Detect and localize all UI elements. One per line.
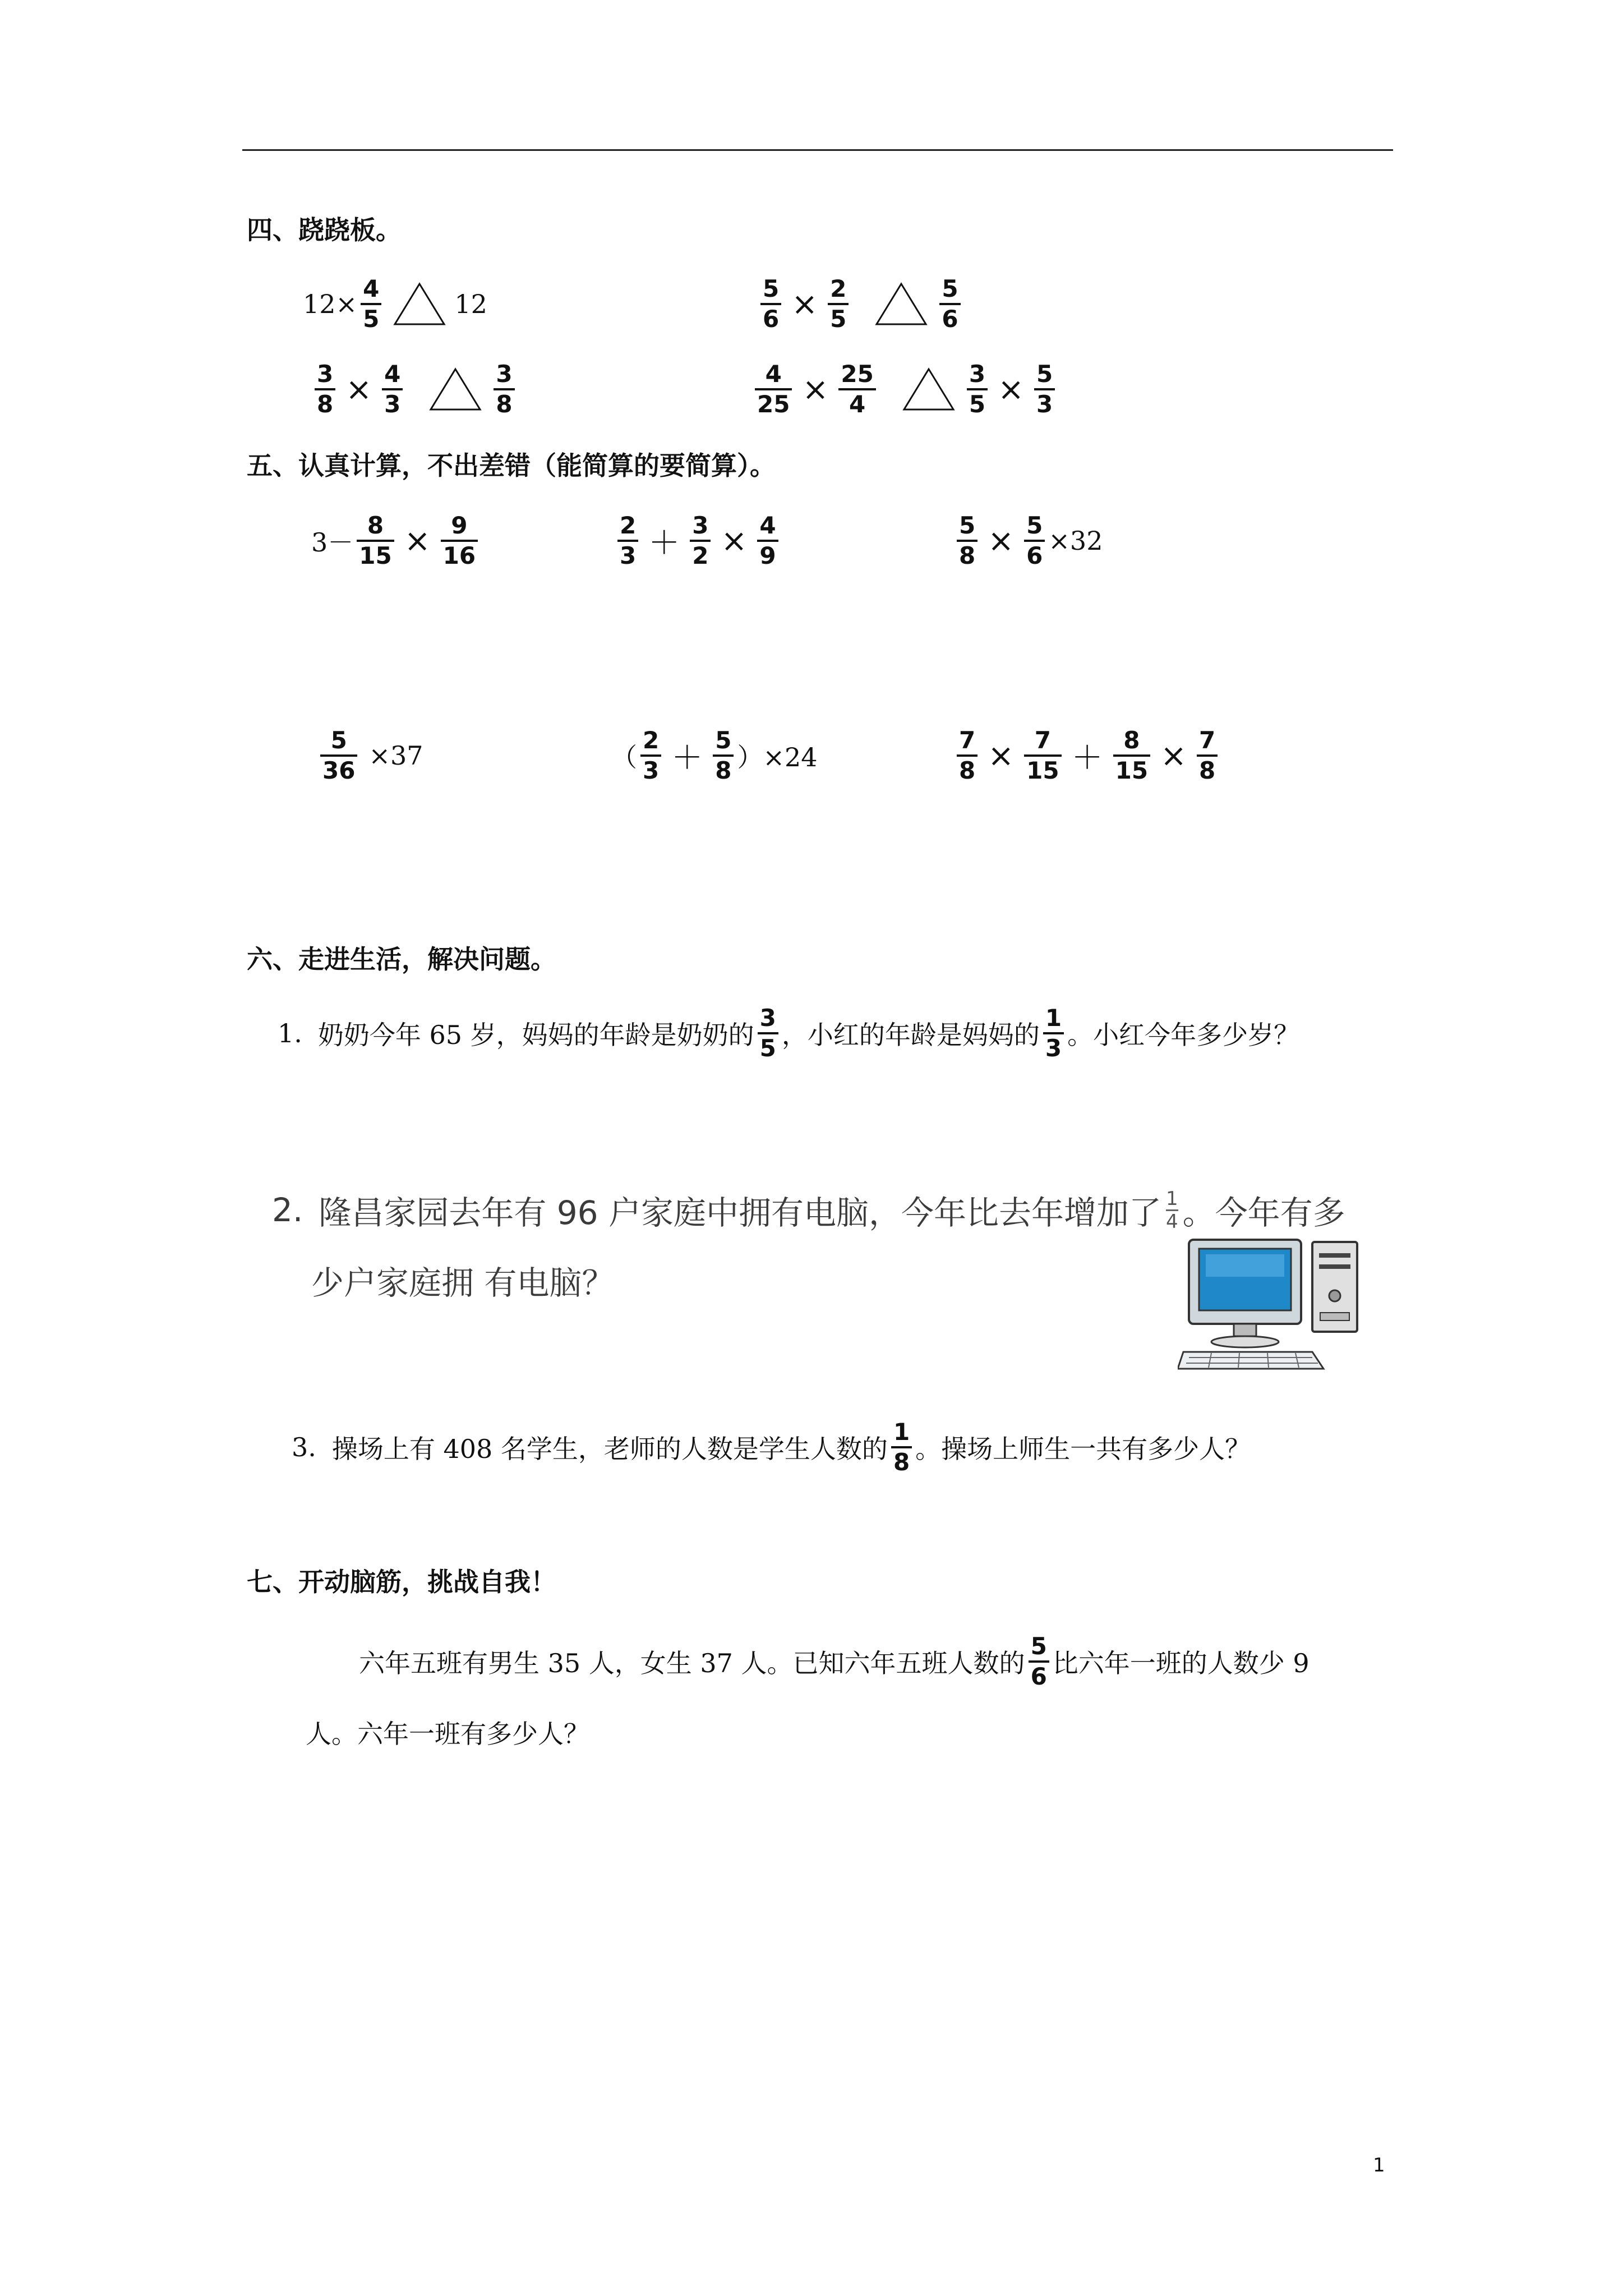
problem-1-number: 1. <box>278 1018 302 1048</box>
seesaw-2a <box>311 360 518 418</box>
fraction: $\frac{2}{3}$ <box>617 512 638 570</box>
seesaw-1a-tail: 12 <box>454 289 487 319</box>
problem-1-text-b: ，小红的年龄是妈妈的 <box>781 1020 1040 1050</box>
calc-3 <box>953 512 1103 570</box>
seesaw-2b <box>751 360 1058 418</box>
calc-5 <box>611 726 818 785</box>
fraction: $\frac{2}{3}$ <box>640 726 661 785</box>
operator: × <box>998 371 1024 408</box>
operator: × <box>1160 737 1187 774</box>
calc-1 <box>311 512 481 570</box>
fraction: $\frac{3}{5}$ <box>967 360 988 418</box>
fraction: $\frac{7}{8}$ <box>957 726 978 785</box>
problem-4-text-a: 六年五班有男生 35 人，女生 37 人。已知六年五班人数的 <box>359 1648 1025 1678</box>
header-rule <box>242 149 1393 151</box>
operator: × <box>345 371 372 408</box>
fraction: $\frac{5}{36}$ <box>320 726 357 785</box>
fraction: $\frac{5}{6}$ <box>760 275 781 333</box>
calc-4 <box>317 726 423 785</box>
problem-2-line-1 <box>272 1186 1345 1234</box>
fraction: $\frac{7}{8}$ <box>1197 726 1218 785</box>
triangle-blank[interactable] <box>393 282 446 326</box>
page-number: 1 <box>1373 2154 1385 2177</box>
fraction: $\frac{25}{4}$ <box>838 360 875 418</box>
problem-2-text-b: 。今年有多 <box>1182 1194 1345 1232</box>
fraction: $\frac{4}{9}$ <box>757 512 778 570</box>
problem-2-text-a: 隆昌家园去年有 96 户家庭中拥有电脑，今年比去年增加了 <box>319 1194 1162 1232</box>
fraction: $\frac{2}{5}$ <box>828 275 849 333</box>
problem-2-line-2: 少户家庭拥 有电脑？ <box>311 1264 615 1302</box>
fraction: $\frac{1}{4}$ <box>1166 1187 1178 1233</box>
section-5-title: 五、认真计算，不出差错（能简算的要简算）。 <box>247 450 776 481</box>
section-4-title: 四、跷跷板。 <box>247 215 402 245</box>
section-7-title: 七、开动脑筋，挑战自我！ <box>247 1567 556 1597</box>
seesaw-1a <box>303 275 487 333</box>
fraction: $\frac{9}{16}$ <box>441 512 478 570</box>
triangle-blank[interactable] <box>902 367 956 412</box>
fraction: $\frac{3}{8}$ <box>494 360 514 418</box>
operator: × <box>721 522 748 559</box>
fraction: $\frac{5}{8}$ <box>957 512 978 570</box>
fraction: $\frac{3}{2}$ <box>690 512 711 570</box>
seesaw-1b <box>757 275 964 333</box>
triangle-blank[interactable] <box>874 282 928 326</box>
section-6-title: 六、走进生活，解决问题。 <box>247 944 556 974</box>
fraction: $\frac{3}{8}$ <box>315 360 335 418</box>
problem-4-line-1 <box>359 1632 1310 1691</box>
calc-5-close: ）×24 <box>737 742 818 772</box>
problem-2-number: 2. <box>272 1191 303 1229</box>
fraction: $\frac{3}{5}$ <box>758 1004 778 1062</box>
operator: × <box>791 286 818 323</box>
fraction: $\frac{1}{8}$ <box>891 1418 912 1476</box>
problem-1 <box>278 1004 1299 1062</box>
operator: ＋ <box>671 740 703 776</box>
fraction: $\frac{5}{6}$ <box>1024 512 1045 570</box>
problem-3-number: 3. <box>292 1432 316 1462</box>
calc-6 <box>953 726 1221 785</box>
operator: × <box>802 371 829 408</box>
fraction: $\frac{8}{15}$ <box>1113 726 1150 785</box>
problem-3 <box>292 1418 1251 1476</box>
problem-4-line-2: 人。六年一班有多少人？ <box>306 1719 589 1749</box>
operator: × <box>988 737 1015 774</box>
seesaw-1a-lead: 12× <box>303 289 358 319</box>
triangle-blank[interactable] <box>428 367 482 412</box>
problem-1-text-c: 。小红今年多少岁？ <box>1067 1020 1300 1050</box>
calc-5-open: （ <box>611 742 637 772</box>
operator: ＋ <box>1071 740 1103 776</box>
calc-1-lead: 3－ <box>311 527 354 558</box>
problem-4-text-b: 比六年一班的人数少 9 <box>1052 1648 1310 1678</box>
fraction: $\frac{8}{15}$ <box>357 512 394 570</box>
fraction: $\frac{5}{6}$ <box>1029 1632 1049 1691</box>
fraction: $\frac{5}{6}$ <box>939 275 960 333</box>
fraction: $\frac{1}{3}$ <box>1043 1004 1064 1062</box>
problem-3-text-b: 。操场上师生一共有多少人？ <box>915 1434 1251 1464</box>
calc-2 <box>614 512 782 570</box>
fraction: $\frac{4}{5}$ <box>361 275 381 333</box>
fraction: $\frac{7}{15}$ <box>1024 726 1061 785</box>
problem-3-text-a: 操场上有 408 名学生，老师的人数是学生人数的 <box>331 1434 888 1464</box>
fraction: $\frac{5}{3}$ <box>1034 360 1055 418</box>
calc-4-tail: ×37 <box>368 740 423 771</box>
fraction: $\frac{4}{25}$ <box>755 360 792 418</box>
fraction: $\frac{4}{3}$ <box>382 360 403 418</box>
computer-icon <box>1178 1234 1368 1374</box>
problem-1-text-a: 奶奶今年 65 岁，妈妈的年龄是奶奶的 <box>317 1020 754 1050</box>
fraction: $\frac{5}{8}$ <box>713 726 734 785</box>
operator: × <box>404 522 431 559</box>
operator: × <box>988 522 1015 559</box>
calc-3-tail: ×32 <box>1048 526 1103 556</box>
operator: ＋ <box>648 525 680 562</box>
